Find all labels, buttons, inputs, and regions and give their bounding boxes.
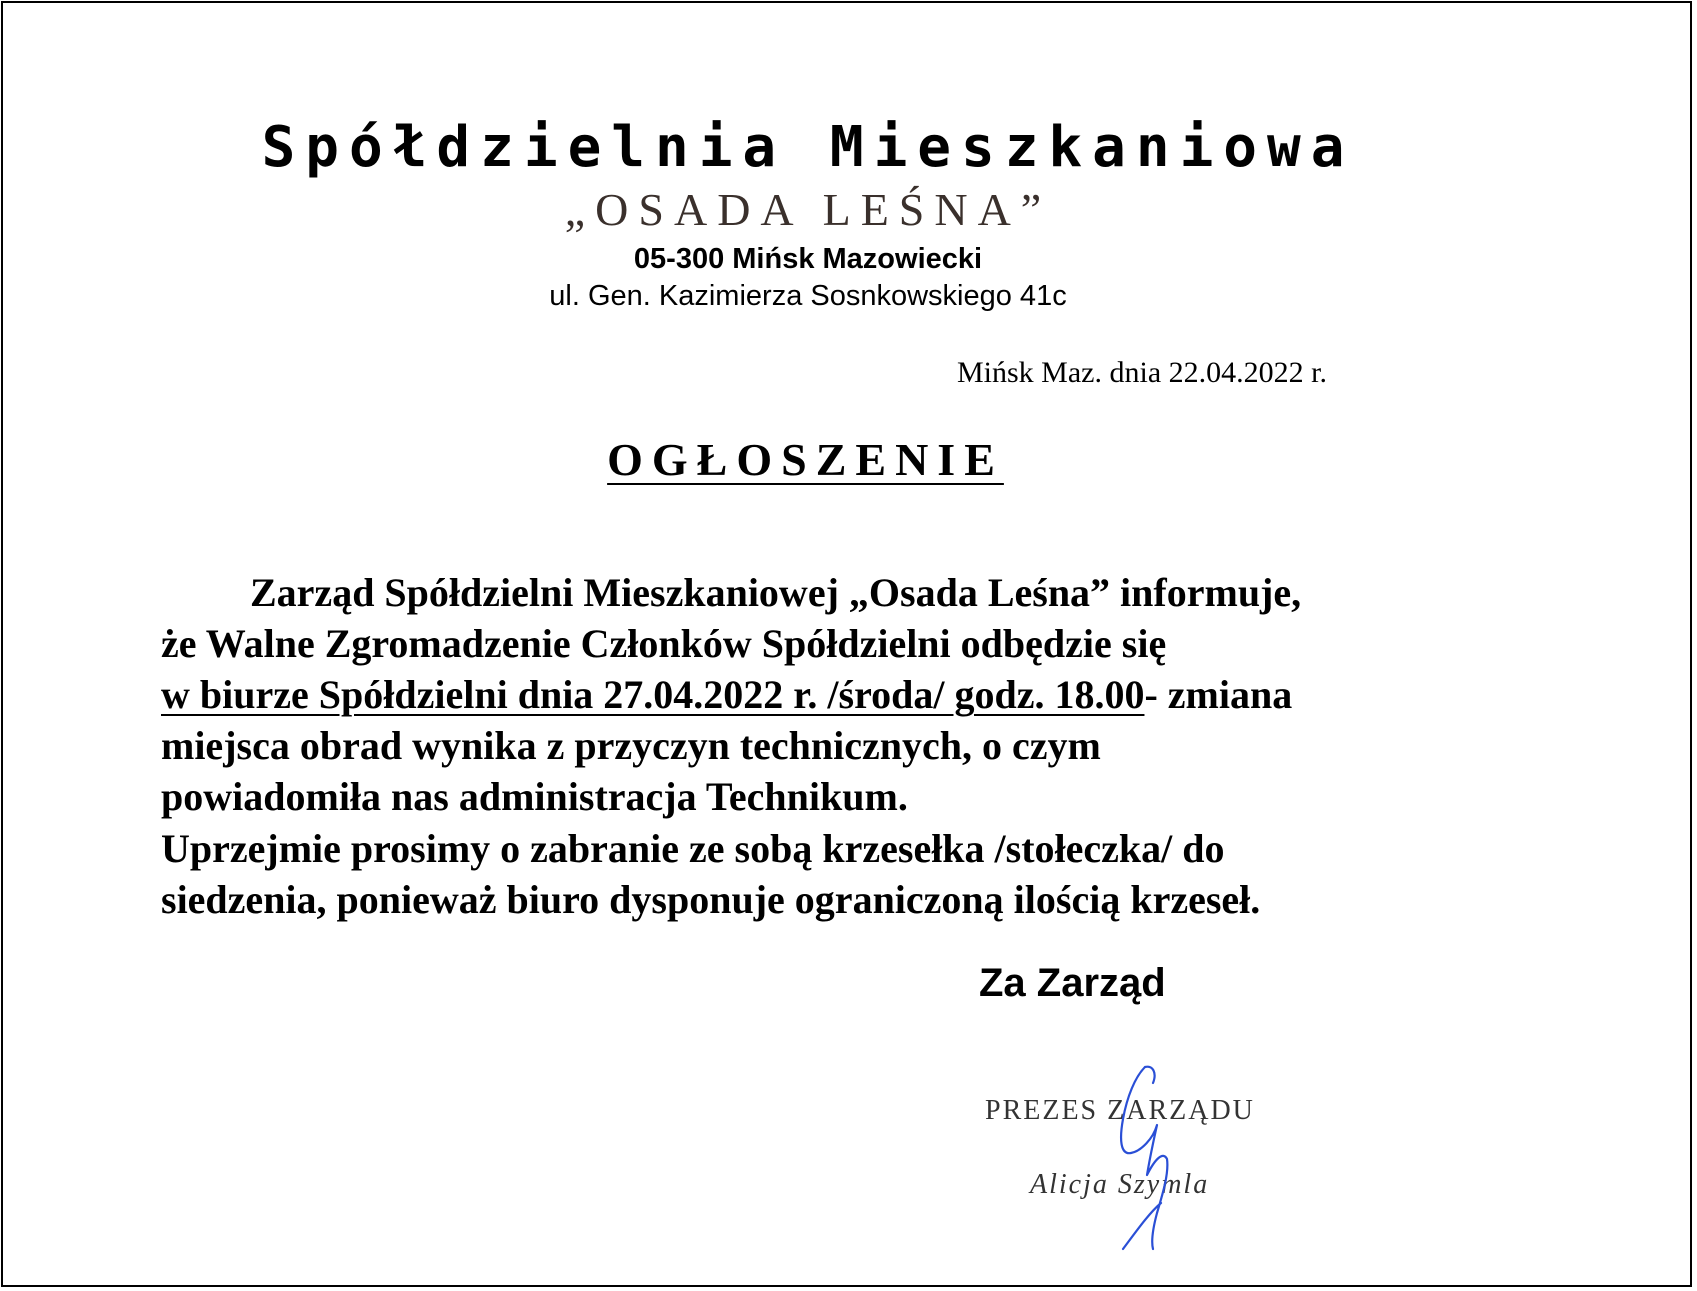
body-line-7: siedzenia, ponieważ biuro dysponuje ograniczoną ilością krzeseł.: [161, 877, 1261, 922]
organization-name: „OSADA LEŚNA”: [564, 184, 1052, 235]
notice-page: [1, 1, 1692, 1287]
body-line-3-rest: - zmiana: [1144, 672, 1293, 717]
signature-label: Za Zarząd: [979, 961, 1166, 1005]
body-line-3: [161, 671, 1292, 718]
date-line: Mińsk Maz. dnia 22.04.2022 r.: [957, 356, 1327, 389]
body-line-6: Uprzejmie prosimy o zabranie ze sobą krzesełka /stołeczka/ do: [161, 826, 1225, 871]
body-line-5: powiadomiła nas administracja Technikum.: [161, 774, 908, 819]
notice-heading-text: OGŁOSZENIE: [607, 434, 1004, 485]
body-line-1: Zarząd Spółdzielni Mieszkaniowej „Osada Leśna” informuje,: [250, 570, 1302, 615]
organization-title: Spółdzielnia Mieszkaniowa: [261, 115, 1355, 180]
stamp-name: Alicja Szymla: [1030, 1169, 1210, 1200]
stamp-title: PREZES ZARZĄDU: [985, 1095, 1255, 1126]
address-street: ul. Gen. Kazimierza Sosnkowskiego 41c: [549, 280, 1067, 312]
body-line-4: miejsca obrad wynika z przyczyn technicznych, o czym: [161, 723, 1101, 768]
meeting-details: w biurze Spółdzielni dnia 27.04.2022 r. /środa/ godz. 18.00: [161, 672, 1145, 717]
body-line-2: że Walne Zgromadzenie Członków Spółdzielni odbędzie się: [161, 621, 1167, 666]
notice-heading: [3, 433, 1608, 486]
handwritten-signature: [1083, 1063, 1203, 1253]
address-city: 05-300 Mińsk Mazowiecki: [633, 243, 983, 275]
